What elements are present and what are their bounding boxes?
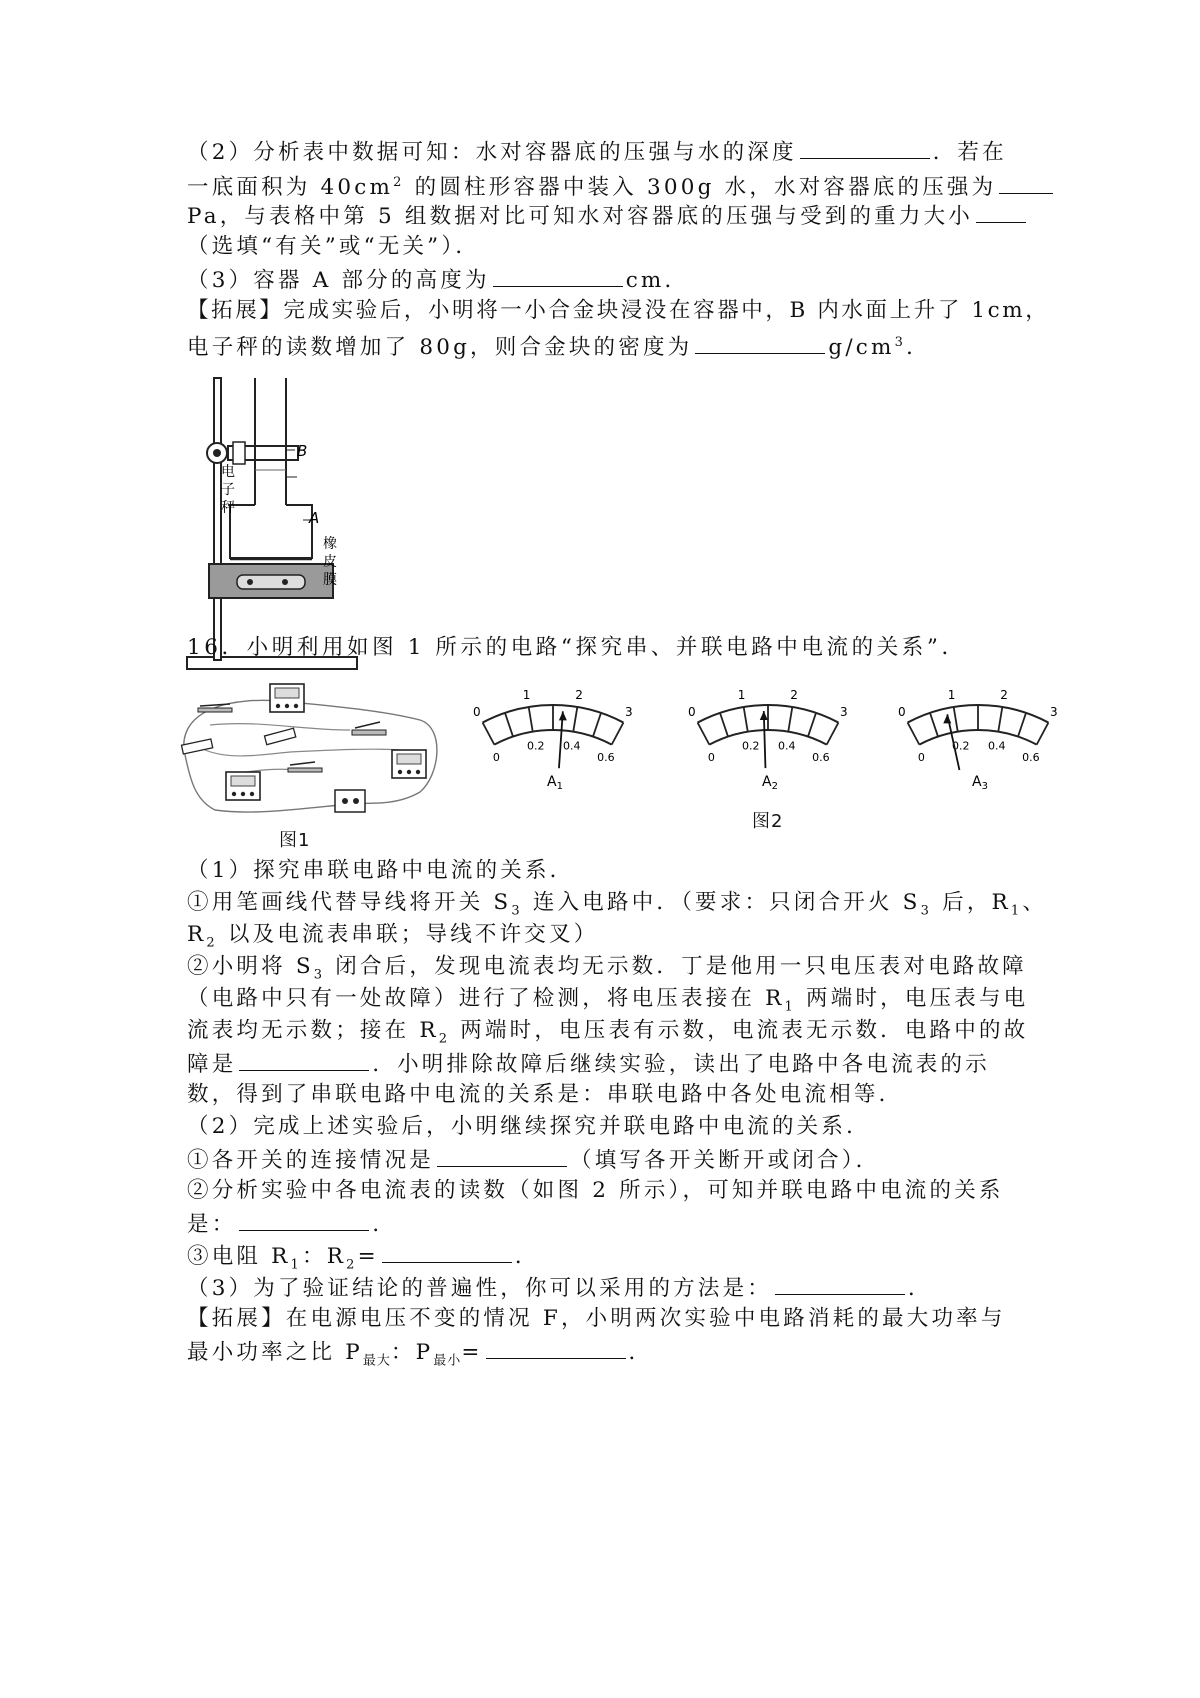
inner-scale-label: 0.6 — [812, 750, 830, 764]
subscript: 2 — [206, 935, 218, 951]
answer-blank — [976, 200, 1026, 223]
text: g/cm — [828, 335, 895, 361]
inner-scale-label: 0.4 — [778, 739, 796, 753]
answer-blank — [239, 1048, 369, 1071]
text: ．小明排除故障后继续实验，读出了电路中各电流表的示 — [372, 1052, 990, 1077]
text-line — [187, 232, 480, 262]
ammeter-dial — [898, 688, 1058, 792]
answer-blank — [999, 171, 1053, 194]
circuit-figure-1 — [170, 680, 445, 825]
text: 连入电路中．（要求：只闭合开火 S — [522, 890, 921, 915]
text-line — [187, 1176, 1004, 1206]
text: ． — [906, 335, 931, 361]
outer-scale-label: 3 — [1050, 704, 1058, 719]
text: 【拓展】完成实验后，小明将一小合金块浸没在容器中，B 内水面上升了 1cm， — [187, 298, 1050, 323]
meter-name: $A_3$ — [972, 774, 988, 792]
text: ①用笔画线代替导线将开关 S — [187, 890, 512, 915]
scale-label: 秤 — [221, 500, 235, 516]
subscript: 最小 — [433, 1353, 462, 1369]
inner-scale-label: 0.6 — [597, 750, 615, 764]
text: ：R — [302, 1244, 347, 1269]
subscript: 最大 — [362, 1353, 391, 1369]
text: 流表均无示数；接在 R — [187, 1018, 439, 1043]
meter-name: $A_2$ — [762, 774, 778, 792]
text: ． — [907, 1276, 933, 1301]
text-line — [187, 264, 689, 296]
answer-blank — [800, 136, 930, 159]
figure-2-caption: 图2 — [752, 811, 784, 832]
text: R — [187, 922, 207, 947]
text: （2）完成上述实验后，小明继续探究并联电路中电流的关系． — [187, 1114, 871, 1139]
text: = — [461, 1340, 483, 1365]
ammeter-icon — [226, 772, 260, 800]
text-line — [187, 856, 574, 886]
stand-pole — [214, 378, 221, 660]
text: 一底面积为 40cm — [187, 175, 394, 201]
inner-scale-label: 0.2 — [526, 739, 545, 753]
text-line — [187, 1080, 903, 1110]
inner-scale-label: 0.6 — [1022, 750, 1040, 764]
text: 两端时，电压表有示数，电流表无示数．电路中的故 — [450, 1018, 1029, 1043]
switch-icon — [352, 722, 386, 735]
inner-scale-label: 0.2 — [741, 739, 760, 753]
container-a — [230, 505, 312, 558]
text: ．若在 — [932, 140, 1007, 165]
outer-scale-label: 3 — [840, 704, 848, 719]
text: 数，得到了串联电路中电流的关系是：串联电路中各处电流相等． — [187, 1082, 904, 1107]
text: 、 — [1022, 890, 1048, 915]
text: cm． — [625, 268, 690, 293]
inner-scale-label: 0.2 — [951, 739, 970, 753]
outer-scale-label: 1 — [522, 688, 531, 703]
text: 电子秤的读数增加了 80g，则合金块的密度为 — [187, 335, 693, 361]
outer-scale-label: 1 — [947, 688, 956, 703]
membrane-label: 皮 — [323, 554, 337, 570]
subscript: 1 — [784, 999, 797, 1015]
switch-icon — [198, 704, 232, 712]
text: ． — [514, 1244, 540, 1269]
pressure-apparatus-figure — [185, 370, 365, 675]
text: ②小明将 S — [187, 954, 314, 979]
text-line — [187, 1048, 990, 1080]
text-line — [187, 136, 1007, 168]
outer-scale-label: 3 — [625, 704, 633, 719]
subscript: 1 — [290, 1257, 303, 1273]
label-b: B — [297, 442, 308, 460]
text: （填写各开关断开或闭合）． — [570, 1148, 881, 1173]
text: （电路中只有一处故障）进行了检测，将电压表接在 R — [187, 986, 785, 1011]
answer-blank — [775, 1272, 905, 1295]
membrane-label: 橡 — [323, 536, 337, 552]
text-line — [187, 328, 931, 363]
text-line — [187, 1208, 397, 1240]
text: （3）容器 A 部分的高度为 — [187, 268, 490, 293]
text: 两端时，电压表与电 — [796, 986, 1029, 1011]
outer-scale-label: 2 — [1000, 688, 1008, 703]
inner-scale-label: 0.4 — [563, 739, 581, 753]
text: ①各开关的连接情况是 — [187, 1148, 435, 1173]
subscript: 3 — [313, 967, 326, 983]
answer-blank — [382, 1240, 512, 1263]
outer-scale-label: 0 — [687, 704, 696, 719]
resistor-icon — [264, 728, 295, 744]
text: 闭合后，发现电流表均无示数．丁是他用一只电压表对电路故障 — [325, 954, 1027, 979]
outer-scale-label: 2 — [790, 688, 798, 703]
meter-name: $A_1$ — [547, 774, 563, 792]
text-line — [187, 1272, 933, 1304]
question-16 — [187, 633, 967, 663]
text: 【拓展】在电源电压不变的情况 F，小明两次实验中电路消耗的最大功率与 — [187, 1306, 1006, 1331]
text: 的圆柱形容器中装入 300g 水，水对容器底的压强为 — [404, 175, 997, 201]
text-line — [187, 1336, 653, 1376]
superscript: 3 — [894, 335, 907, 350]
text: ：P — [390, 1340, 434, 1365]
inner-scale-label: 0 — [492, 750, 500, 764]
text: 最小功率之比 P — [187, 1340, 363, 1365]
label-a: A — [309, 509, 320, 527]
outer-scale-label: 0 — [897, 704, 906, 719]
answer-blank — [695, 331, 825, 354]
outer-scale-label: 1 — [737, 688, 746, 703]
inner-scale-label: 0.4 — [988, 739, 1006, 753]
inner-scale-label: 0 — [917, 750, 925, 764]
text: （3）为了验证结论的普遍性，你可以采用的方法是： — [187, 1276, 772, 1301]
figure-1-caption: 图1 — [279, 830, 311, 851]
text: 是： — [187, 1212, 237, 1237]
answer-blank — [239, 1208, 369, 1231]
text-line — [187, 168, 1056, 203]
text: ． — [372, 1212, 398, 1237]
ammeter-icon — [270, 684, 304, 712]
outer-scale-label: 0 — [472, 704, 481, 719]
subscript: 1 — [1010, 903, 1023, 919]
text: = — [357, 1244, 379, 1269]
membrane-label: 膜 — [323, 572, 337, 588]
scale-label: 电 — [221, 464, 235, 480]
ammeter-icon — [392, 750, 426, 778]
superscript: 2 — [393, 175, 405, 190]
answer-blank — [486, 1336, 626, 1359]
text-line — [187, 296, 1049, 326]
text: ③电阻 R — [187, 1244, 291, 1269]
text: ②分析实验中各电流表的读数（如图 2 所示），可知并联电路中电流的关系 — [187, 1178, 1004, 1203]
switch-icon — [288, 762, 322, 772]
text: Pa，与表格中第 5 组数据对比可知水对容器底的压强与受到的重力大小 — [187, 204, 973, 229]
text-line — [187, 200, 1029, 232]
text: 16．小明利用如图 1 所示的电路“探究串、并联电路中电流的关系”． — [187, 635, 967, 660]
inner-scale-label: 0 — [707, 750, 715, 764]
subscript: 3 — [920, 903, 933, 919]
text: （2）分析表中数据可知：水对容器底的压强与水的深度 — [187, 140, 797, 165]
ammeter-dial — [688, 688, 848, 792]
ammeter-dial — [473, 688, 633, 792]
text-line — [187, 1112, 871, 1142]
subscript: 2 — [346, 1257, 358, 1273]
text-line — [187, 1304, 1006, 1334]
battery-icon — [335, 790, 365, 812]
subscript: 2 — [438, 1031, 451, 1047]
subscript: 3 — [511, 903, 523, 919]
answer-blank — [493, 264, 623, 287]
ammeter-readings-figure-2 — [458, 680, 1120, 810]
text: 障是 — [187, 1052, 237, 1077]
text: （1）探究串联电路中电流的关系． — [187, 858, 575, 883]
text-line — [187, 1144, 880, 1176]
outer-scale-label: 2 — [575, 688, 583, 703]
text: （选填“有关”或“无关”）． — [187, 234, 481, 259]
text: ． — [628, 1340, 654, 1365]
scale-label: 子 — [221, 482, 235, 498]
text: 以及电流表串联；导线不许交叉） — [217, 922, 599, 947]
text: 后，R — [932, 890, 1011, 915]
answer-blank — [437, 1144, 567, 1167]
